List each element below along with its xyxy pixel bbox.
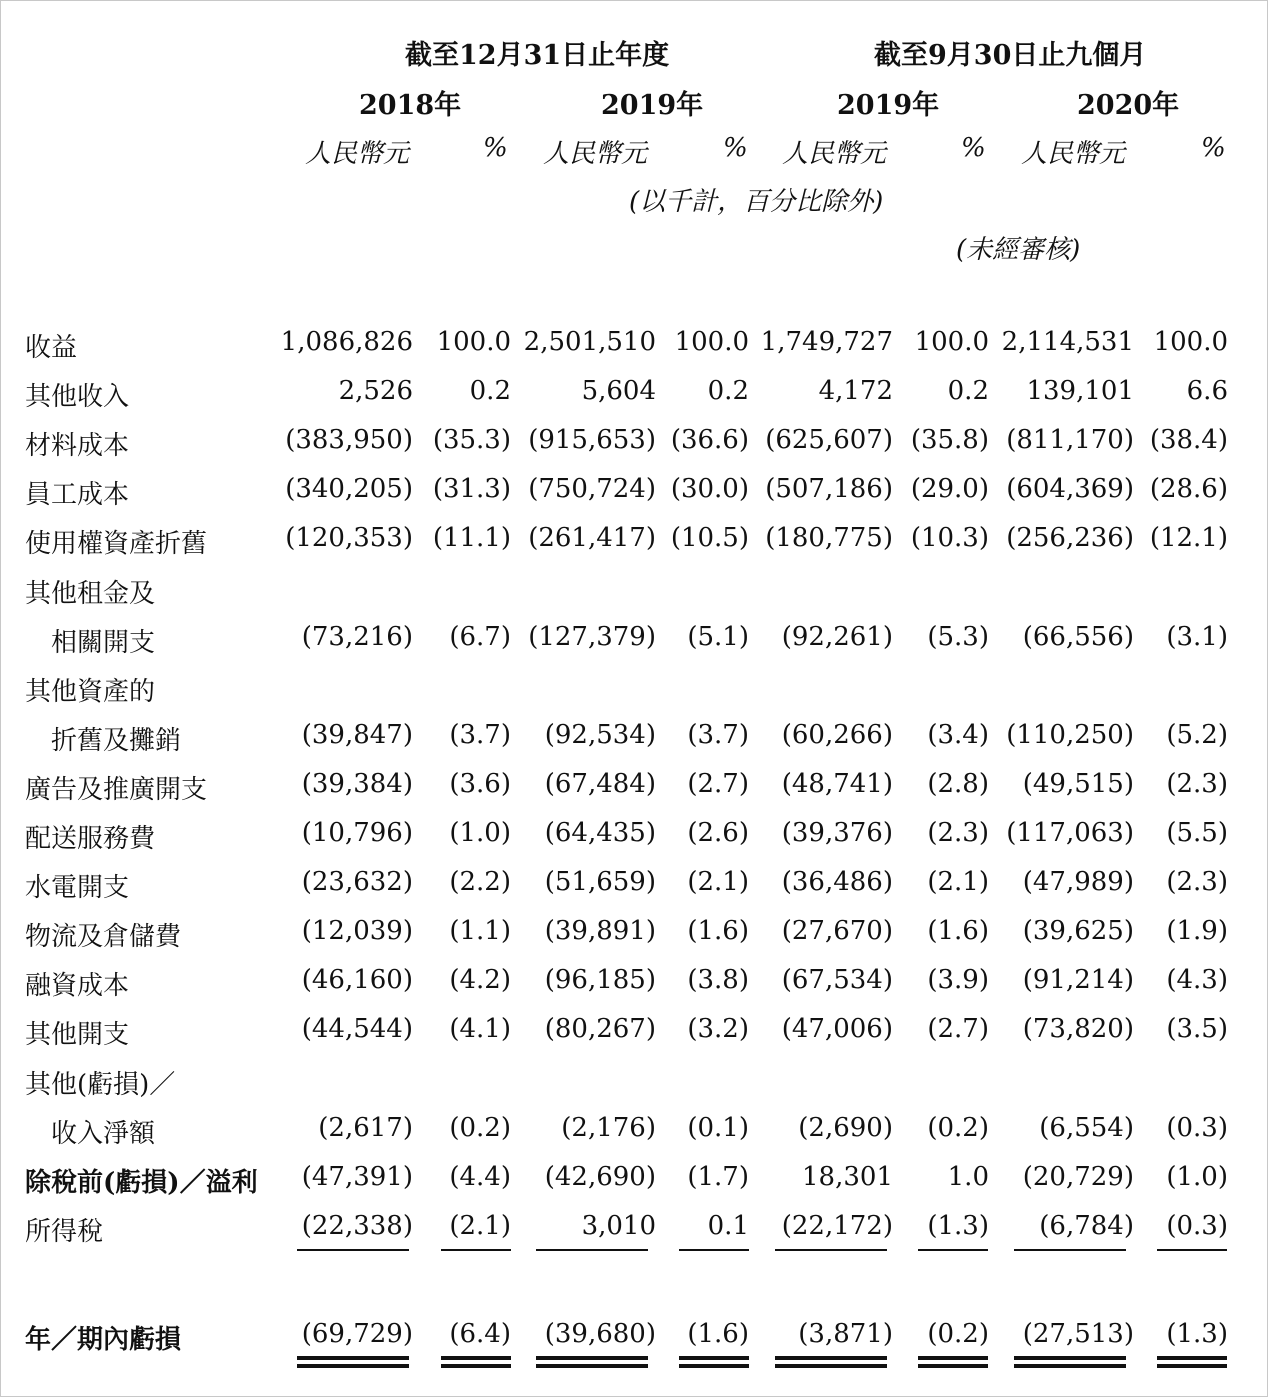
table-row bbox=[1, 965, 1268, 1014]
table-row bbox=[1, 671, 1268, 720]
row-label: 其他租金及 bbox=[25, 579, 156, 609]
subtotal-rule bbox=[297, 1249, 409, 1251]
value-2019-9m-percent: (2.3) bbox=[927, 818, 989, 848]
value-2019-amount: (2,176) bbox=[561, 1113, 656, 1143]
value-2019-9m-amount: 1,749,727 bbox=[760, 327, 893, 357]
value-2020-9m-percent: 100.0 bbox=[1153, 327, 1228, 357]
value-2019-percent: (30.0) bbox=[670, 474, 749, 504]
value-2018-percent: (1.1) bbox=[449, 916, 511, 946]
value-2020-9m-amount: (20,729) bbox=[1022, 1162, 1134, 1192]
subtotal-rule bbox=[441, 1249, 511, 1251]
table-row bbox=[1, 523, 1268, 572]
value-2019-9m-amount: 4,172 bbox=[818, 376, 893, 406]
value-2019-percent: (36.6) bbox=[670, 425, 749, 455]
value-2018-amount: (2,617) bbox=[318, 1113, 413, 1143]
table-row bbox=[1, 1113, 1268, 1162]
value-2019-percent: (1.7) bbox=[687, 1162, 749, 1192]
value-2019-9m-amount: (27,670) bbox=[781, 916, 893, 946]
value-2018-amount: (340,205) bbox=[285, 474, 413, 504]
value-2019-percent: 100.0 bbox=[674, 327, 749, 357]
value-2018-percent: (2.1) bbox=[449, 1211, 511, 1241]
value-2019-amount: 2,501,510 bbox=[523, 327, 656, 357]
value-2018-percent: (0.2) bbox=[449, 1113, 511, 1143]
value-2019-9m-percent: (3.9) bbox=[927, 965, 989, 995]
value-2020-9m-percent: 6.6 bbox=[1186, 376, 1228, 406]
value-2019-percent: (2.7) bbox=[687, 769, 749, 799]
value-2020-9m-amount: (604,369) bbox=[1006, 474, 1134, 504]
value-2019-percent: (3.7) bbox=[687, 720, 749, 750]
value-2020-9m-amount: (117,063) bbox=[1006, 818, 1134, 848]
value-2020-9m-amount: (110,250) bbox=[1006, 720, 1134, 750]
table-row bbox=[1, 769, 1268, 818]
value-2019-9m-percent: (5.3) bbox=[927, 622, 989, 652]
table-row bbox=[1, 720, 1268, 769]
value-2019-9m-percent: (1.3) bbox=[927, 1211, 989, 1241]
value-2020-9m-amount: (47,989) bbox=[1022, 867, 1134, 897]
row-label: 其他收入 bbox=[25, 382, 130, 412]
value-2020-9m-percent: (5.2) bbox=[1166, 720, 1228, 750]
value-2019-amount: (39,891) bbox=[544, 916, 656, 946]
row-label: 融資成本 bbox=[25, 971, 130, 1001]
value-2018-percent: (6.4) bbox=[449, 1319, 511, 1349]
row-label: 廣告及推廣開支 bbox=[25, 775, 208, 805]
value-2018-amount: (39,847) bbox=[301, 720, 413, 750]
value-2019-9m-amount: (39,376) bbox=[781, 818, 893, 848]
currency-header: 人民幣元 bbox=[305, 139, 410, 169]
value-2019-9m-amount: (60,266) bbox=[781, 720, 893, 750]
value-2020-9m-percent: (2.3) bbox=[1166, 867, 1228, 897]
value-2019-amount: (261,417) bbox=[528, 523, 656, 553]
row-label: 其他(虧損)／ bbox=[25, 1070, 176, 1100]
row-label: 收入淨額 bbox=[51, 1119, 156, 1149]
year-header-2019-annual: 2019年 bbox=[601, 90, 704, 121]
value-2020-9m-amount: (6,784) bbox=[1039, 1211, 1134, 1241]
value-2019-percent: (1.6) bbox=[687, 916, 749, 946]
table-row bbox=[1, 1162, 1268, 1211]
value-2020-9m-percent: (1.9) bbox=[1166, 916, 1228, 946]
row-label: 材料成本 bbox=[25, 431, 130, 461]
double-rule bbox=[536, 1356, 648, 1368]
value-2019-amount: (67,484) bbox=[544, 769, 656, 799]
value-2020-9m-amount: 139,101 bbox=[1026, 376, 1134, 406]
value-2020-9m-percent: (38.4) bbox=[1149, 425, 1228, 455]
value-2020-9m-amount: (6,554) bbox=[1039, 1113, 1134, 1143]
double-rule bbox=[297, 1356, 409, 1368]
value-2019-amount: (96,185) bbox=[544, 965, 656, 995]
value-2020-9m-amount: (811,170) bbox=[1006, 425, 1134, 455]
value-2018-amount: 1,086,826 bbox=[280, 327, 413, 357]
value-2019-9m-percent: 100.0 bbox=[914, 327, 989, 357]
value-2019-9m-amount: (22,172) bbox=[781, 1211, 893, 1241]
value-2019-9m-amount: (47,006) bbox=[781, 1014, 893, 1044]
table-row bbox=[1, 818, 1268, 867]
currency-header: 人民幣元 bbox=[782, 139, 887, 169]
value-2020-9m-percent: (1.3) bbox=[1166, 1319, 1228, 1349]
value-2019-9m-amount: (507,186) bbox=[765, 474, 893, 504]
value-2019-percent: (10.5) bbox=[670, 523, 749, 553]
value-2018-percent: (31.3) bbox=[432, 474, 511, 504]
value-2019-9m-percent: (29.0) bbox=[910, 474, 989, 504]
value-2018-percent: (4.4) bbox=[449, 1162, 511, 1192]
double-rule bbox=[918, 1356, 988, 1368]
value-2019-amount: 3,010 bbox=[581, 1211, 656, 1241]
subtotal-rule bbox=[918, 1249, 988, 1251]
value-2019-9m-percent: (10.3) bbox=[910, 523, 989, 553]
percent-header: % bbox=[1201, 133, 1226, 163]
value-2019-amount: (915,653) bbox=[528, 425, 656, 455]
value-2018-percent: (3.7) bbox=[449, 720, 511, 750]
value-2019-amount: (64,435) bbox=[544, 818, 656, 848]
value-2019-9m-percent: (2.8) bbox=[927, 769, 989, 799]
value-2019-amount: (42,690) bbox=[544, 1162, 656, 1192]
value-2018-amount: (12,039) bbox=[301, 916, 413, 946]
value-2019-9m-amount: (625,607) bbox=[765, 425, 893, 455]
value-2019-percent: (2.6) bbox=[687, 818, 749, 848]
value-2019-9m-amount: (48,741) bbox=[781, 769, 893, 799]
unaudited-note: (未經審核) bbox=[956, 235, 1081, 265]
value-2020-9m-amount: (49,515) bbox=[1022, 769, 1134, 799]
value-2019-percent: (0.1) bbox=[687, 1113, 749, 1143]
row-label: 物流及倉儲費 bbox=[25, 922, 182, 952]
value-2020-9m-amount: (256,236) bbox=[1006, 523, 1134, 553]
value-2020-9m-amount: (73,820) bbox=[1022, 1014, 1134, 1044]
value-2019-9m-percent: (0.2) bbox=[927, 1113, 989, 1143]
subtotal-rule bbox=[536, 1249, 648, 1251]
value-2019-amount: 5,604 bbox=[581, 376, 656, 406]
value-2020-9m-percent: (4.3) bbox=[1166, 965, 1228, 995]
value-2019-percent: 0.1 bbox=[707, 1211, 749, 1241]
table-row bbox=[1, 622, 1268, 671]
value-2018-percent: (4.1) bbox=[449, 1014, 511, 1044]
row-label: 收益 bbox=[25, 333, 78, 363]
value-2019-amount: (127,379) bbox=[528, 622, 656, 652]
value-2018-amount: (69,729) bbox=[301, 1319, 413, 1349]
value-2019-amount: (39,680) bbox=[544, 1319, 656, 1349]
table-row bbox=[1, 1014, 1268, 1063]
value-2019-9m-percent: (2.7) bbox=[927, 1014, 989, 1044]
value-2018-amount: 2,526 bbox=[338, 376, 413, 406]
currency-header: 人民幣元 bbox=[543, 139, 648, 169]
value-2019-9m-amount: (92,261) bbox=[781, 622, 893, 652]
value-2019-9m-percent: (1.6) bbox=[927, 916, 989, 946]
value-2019-9m-percent: 0.2 bbox=[947, 376, 989, 406]
value-2018-amount: (47,391) bbox=[301, 1162, 413, 1192]
table-row bbox=[1, 867, 1268, 916]
row-label: 使用權資產折舊 bbox=[25, 529, 208, 559]
row-label: 折舊及攤銷 bbox=[51, 726, 182, 756]
value-2018-amount: (10,796) bbox=[301, 818, 413, 848]
value-2019-percent: (5.1) bbox=[687, 622, 749, 652]
value-2020-9m-percent: (3.5) bbox=[1166, 1014, 1228, 1044]
table-row bbox=[1, 474, 1268, 523]
value-2018-percent: (11.1) bbox=[432, 523, 511, 553]
value-2018-amount: (73,216) bbox=[301, 622, 413, 652]
currency-header: 人民幣元 bbox=[1021, 139, 1126, 169]
year-header-2019-nine-months: 2019年 bbox=[837, 90, 940, 121]
double-rule bbox=[775, 1356, 887, 1368]
value-2020-9m-percent: (2.3) bbox=[1166, 769, 1228, 799]
value-2019-amount: (51,659) bbox=[544, 867, 656, 897]
table-row bbox=[1, 327, 1268, 376]
value-2020-9m-percent: (0.3) bbox=[1166, 1113, 1228, 1143]
row-label: 其他資產的 bbox=[25, 677, 156, 707]
table-row bbox=[1, 376, 1268, 425]
double-rule bbox=[1014, 1356, 1126, 1368]
subtotal-rule bbox=[775, 1249, 887, 1251]
row-label: 年／期內虧損 bbox=[25, 1325, 182, 1355]
value-2019-9m-amount: (3,871) bbox=[798, 1319, 893, 1349]
row-label: 所得稅 bbox=[25, 1217, 104, 1247]
value-2020-9m-amount: (39,625) bbox=[1022, 916, 1134, 946]
value-2020-9m-percent: (28.6) bbox=[1149, 474, 1228, 504]
value-2020-9m-amount: (27,513) bbox=[1022, 1319, 1134, 1349]
value-2018-amount: (39,384) bbox=[301, 769, 413, 799]
value-2019-amount: (80,267) bbox=[544, 1014, 656, 1044]
row-label: 員工成本 bbox=[25, 480, 130, 510]
value-2019-amount: (92,534) bbox=[544, 720, 656, 750]
value-2019-9m-percent: (35.8) bbox=[910, 425, 989, 455]
period-header-nine-months: 截至9月30日止九個月 bbox=[874, 40, 1147, 71]
value-2020-9m-percent: (0.3) bbox=[1166, 1211, 1228, 1241]
percent-header: % bbox=[723, 133, 748, 163]
value-2018-percent: (1.0) bbox=[449, 818, 511, 848]
value-2019-amount: (750,724) bbox=[528, 474, 656, 504]
double-rule bbox=[441, 1356, 511, 1368]
subtotal-rule bbox=[1157, 1249, 1227, 1251]
value-2018-amount: (44,544) bbox=[301, 1014, 413, 1044]
period-header-year-ended: 截至12月31日止年度 bbox=[405, 40, 670, 71]
table-row bbox=[1, 1064, 1268, 1113]
row-label: 除稅前(虧損)／溢利 bbox=[25, 1168, 258, 1198]
table-row bbox=[1, 916, 1268, 965]
value-2020-9m-amount: (66,556) bbox=[1022, 622, 1134, 652]
value-2019-9m-percent: (0.2) bbox=[927, 1319, 989, 1349]
value-2019-percent: (3.2) bbox=[687, 1014, 749, 1044]
value-2018-amount: (23,632) bbox=[301, 867, 413, 897]
value-2020-9m-amount: (91,214) bbox=[1022, 965, 1134, 995]
value-2018-percent: 100.0 bbox=[436, 327, 511, 357]
unit-note: (以千計，百分比除外) bbox=[629, 187, 884, 217]
value-2019-9m-amount: (2,690) bbox=[798, 1113, 893, 1143]
value-2018-amount: (46,160) bbox=[301, 965, 413, 995]
row-label: 水電開支 bbox=[25, 873, 130, 903]
value-2020-9m-percent: (5.5) bbox=[1166, 818, 1228, 848]
value-2020-9m-percent: (12.1) bbox=[1149, 523, 1228, 553]
table-row bbox=[1, 1211, 1268, 1260]
row-label: 相關開支 bbox=[51, 628, 156, 658]
value-2019-9m-amount: (67,534) bbox=[781, 965, 893, 995]
value-2019-percent: (2.1) bbox=[687, 867, 749, 897]
year-header-2020: 2020年 bbox=[1077, 90, 1180, 121]
value-2018-percent: (6.7) bbox=[449, 622, 511, 652]
value-2019-percent: (1.6) bbox=[687, 1319, 749, 1349]
subtotal-rule bbox=[679, 1249, 749, 1251]
subtotal-rule bbox=[1014, 1249, 1126, 1251]
percent-header: % bbox=[961, 133, 986, 163]
value-2018-percent: (3.6) bbox=[449, 769, 511, 799]
value-2018-amount: (383,950) bbox=[285, 425, 413, 455]
row-label: 配送服務費 bbox=[25, 824, 156, 854]
table-row bbox=[1, 425, 1268, 474]
value-2020-9m-percent: (3.1) bbox=[1166, 622, 1228, 652]
double-rule bbox=[679, 1356, 749, 1368]
value-2019-9m-amount: (180,775) bbox=[765, 523, 893, 553]
value-2018-percent: (4.2) bbox=[449, 965, 511, 995]
row-label: 其他開支 bbox=[25, 1020, 130, 1050]
value-2019-9m-amount: 18,301 bbox=[802, 1162, 893, 1192]
value-2019-percent: (3.8) bbox=[687, 965, 749, 995]
value-2018-amount: (22,338) bbox=[301, 1211, 413, 1241]
value-2019-9m-percent: (2.1) bbox=[927, 867, 989, 897]
value-2018-percent: 0.2 bbox=[469, 376, 511, 406]
value-2018-amount: (120,353) bbox=[285, 523, 413, 553]
value-2019-percent: 0.2 bbox=[707, 376, 749, 406]
percent-header: % bbox=[483, 133, 508, 163]
value-2019-9m-amount: (36,486) bbox=[781, 867, 893, 897]
value-2020-9m-percent: (1.0) bbox=[1166, 1162, 1228, 1192]
value-2018-percent: (2.2) bbox=[449, 867, 511, 897]
table-row bbox=[1, 573, 1268, 622]
double-rule bbox=[1157, 1356, 1227, 1368]
value-2019-9m-percent: 1.0 bbox=[947, 1162, 989, 1192]
year-header-2018: 2018年 bbox=[359, 90, 462, 121]
value-2019-9m-percent: (3.4) bbox=[927, 720, 989, 750]
value-2018-percent: (35.3) bbox=[432, 425, 511, 455]
value-2020-9m-amount: 2,114,531 bbox=[1001, 327, 1134, 357]
